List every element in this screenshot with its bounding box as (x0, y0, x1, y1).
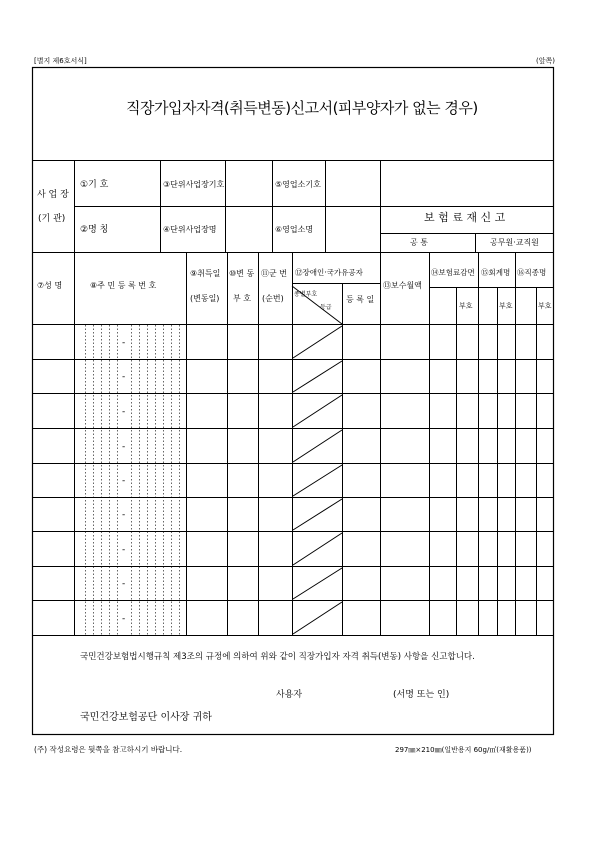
resident-no-dash: - (122, 614, 126, 624)
office-name-label: ⑥영업소명 (275, 225, 314, 234)
col-accounting: ⑮회계명 (481, 268, 511, 277)
col-job-code: 부호 (538, 302, 552, 310)
col-reg-date: 등 록 일 (346, 295, 375, 304)
resident-no-dash: - (122, 579, 126, 589)
col-grade: 등급 (320, 304, 332, 311)
resident-no-dash: - (122, 372, 126, 382)
form-title: 직장가입자자격(취득변동)신고서(피부양자가 없는 경우) (126, 99, 478, 117)
workplace-symbol-label: ①기 호 (80, 180, 109, 190)
declaration-statement: 국민건강보험법시행규칙 제3조의 규정에 의하여 위와 같이 직장가입자 자격 취득(변동) 사항을 신고합니다. (80, 652, 475, 662)
col-type-code: 종별부호 (294, 291, 318, 298)
signature-label: (서명 또는 인) (393, 690, 450, 700)
workplace-label-sub: (기 관) (38, 214, 66, 224)
resident-no-dash: - (122, 545, 126, 555)
col-accounting-code: 부호 (499, 302, 513, 310)
col-name: ⑦성 명 (37, 281, 63, 290)
col-military: ⑪군 번 (261, 269, 287, 278)
col-acquire-date: ⑨취득일 (190, 269, 221, 278)
resident-no-dash: - (122, 476, 126, 486)
col-disabled-veteran: ⑫장애인·국가유공자 (295, 268, 363, 277)
writing-guide-note: (주) 작성요령은 뒷쪽을 참고하시기 바랍니다. (34, 745, 183, 754)
workplace-name-label: ②명 칭 (80, 225, 109, 235)
resident-no-dash: - (122, 407, 126, 417)
resident-no-dash: - (122, 338, 126, 348)
col-job-type: ⑯직종명 (517, 268, 547, 277)
col-salary: ⑬보수월액 (383, 281, 422, 290)
resident-no-dash: - (122, 442, 126, 452)
paper-spec: 297㎜×210㎜(일반용지 60g/㎡(재활용품)) (395, 746, 532, 754)
col-acquire-date-sub: (변동일) (190, 294, 220, 303)
employer-label: 사용자 (276, 690, 303, 700)
form-number: [별지 제6호서식] (34, 57, 87, 65)
page-side-label: (앞쪽) (536, 57, 555, 65)
col-reduction: ⑭보험료감면 (431, 268, 475, 277)
col-change-code: ⑩변 동 (229, 269, 255, 278)
col-reduction-code: 부호 (459, 302, 473, 310)
workplace-label: 사 업 장 (37, 190, 69, 200)
unit-symbol-label: ③단위사업장기호 (163, 180, 225, 189)
resident-no-dash: - (122, 510, 126, 520)
unit-name-label: ④단위사업장명 (163, 225, 217, 234)
premium-common-label: 공 통 (410, 238, 428, 247)
premium-report-title: 보 험 료 재 신 고 (424, 211, 506, 224)
addressee: 국민건강보험공단 이사장 귀하 (80, 712, 212, 723)
col-change-code-sub: 부 호 (233, 294, 251, 303)
office-symbol-label: ⑤영업소기호 (275, 180, 321, 189)
col-resident-no: ⑧주 민 등 록 번 호 (90, 281, 157, 290)
col-military-sub: (순번) (262, 294, 284, 303)
premium-officials-label: 공무원·교직원 (490, 238, 539, 247)
